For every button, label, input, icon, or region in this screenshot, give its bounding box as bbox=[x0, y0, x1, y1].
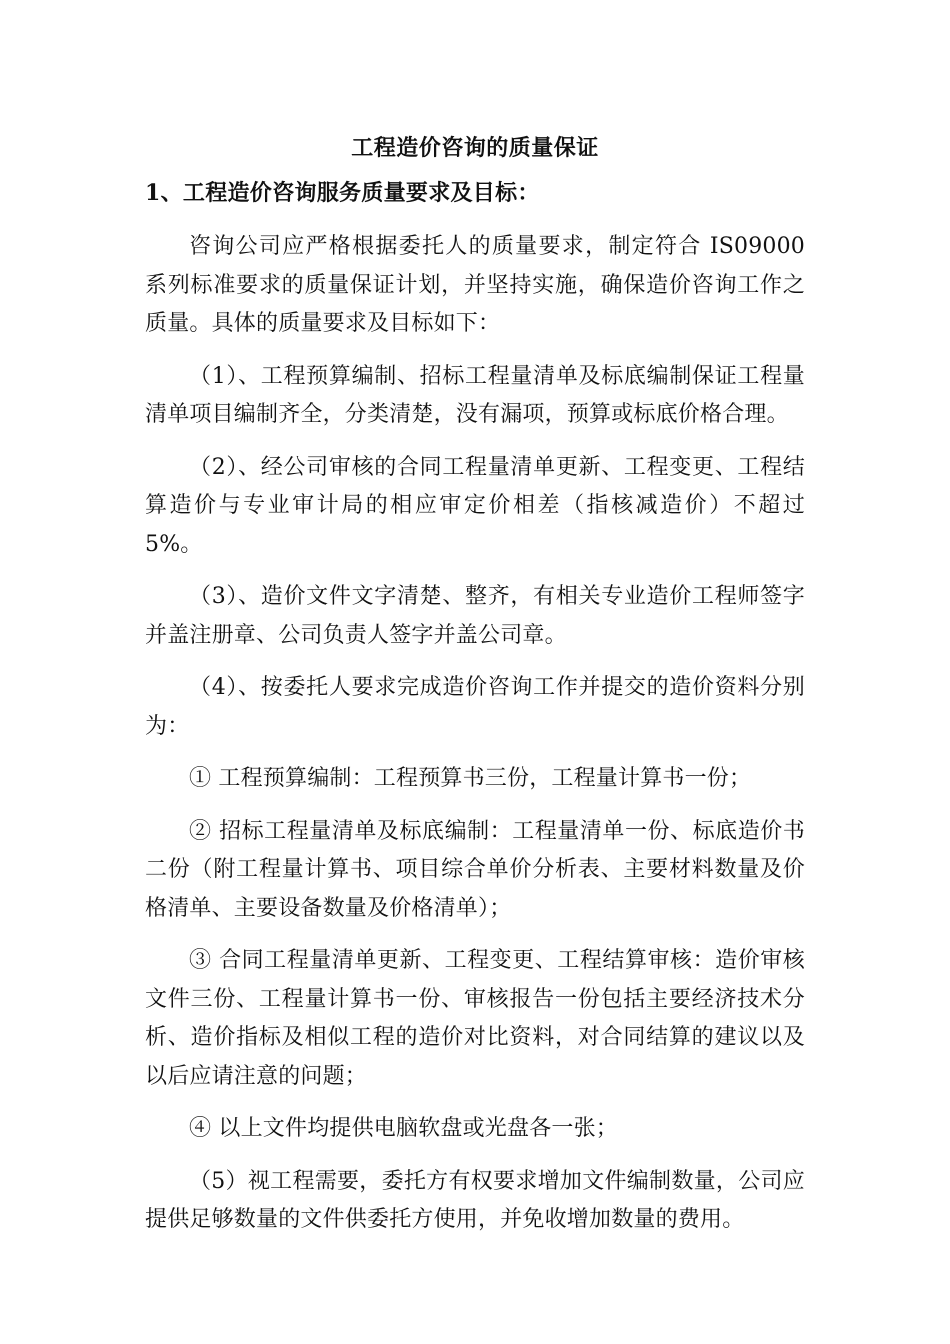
list-item-4: ④ 以上文件均提供电脑软盘或光盘各一张； bbox=[189, 1116, 618, 1141]
requirement-3-paragraph: （3）、造价文件文字清楚、整齐，有相关专业造价工程师签字并盖注册章、公司负责人签字并盖公司章。 bbox=[145, 584, 805, 648]
requirement-2-paragraph: （2）、经公司审核的合同工程量清单更新、工程变更、工程结算造价与专业审计局的相应审定价相差（指核减造价）不超过 5%。 bbox=[145, 454, 805, 557]
intro-paragraph: 咨询公司应严格根据委托人的质量要求，制定符合 IS09000 系列标准要求的质量保证计划，并坚持实施，确保造价咨询工作之质量。具体的质量要求及目标如下： bbox=[145, 234, 805, 336]
document-body bbox=[145, 228, 805, 1254]
requirement-5-paragraph: （5）视工程需要，委托方有权要求增加文件编制数量，公司应提供足够数量的文件供委托方使用，并免收增加数量的费用。 bbox=[145, 1168, 805, 1232]
requirement-1-paragraph: （1）、工程预算编制、招标工程量清单及标底编制保证工程量清单项目编制齐全，分类清楚，没有漏项，预算或标底价格合理。 bbox=[145, 363, 805, 427]
list-item-1: ① 工程预算编制：工程预算书三份，工程量计算书一份； bbox=[189, 766, 752, 791]
section-heading: 1、工程造价咨询服务质量要求及目标： bbox=[145, 180, 540, 206]
requirement-4-paragraph: （4）、按委托人要求完成造价咨询工作并提交的造价资料分别为： bbox=[145, 675, 805, 739]
list-item-2: ② 招标工程量清单及标底编制：工程量清单一份、标底造价书二份（附工程量计算书、项目综合单价分析表、主要材料数量及价格清单、主要设备数量及价格清单）； bbox=[145, 818, 805, 921]
document-title: 工程造价咨询的质量保证 bbox=[351, 135, 599, 161]
list-item-3: ③ 合同工程量清单更新、工程变更、工程结算审核：造价审核文件三份、工程量计算书一份、审核报告一份包括主要经济技术分析、造价指标及相似工程的造价对比资料，对合同结算的建议以及以后应请注意的问题； bbox=[145, 948, 805, 1089]
